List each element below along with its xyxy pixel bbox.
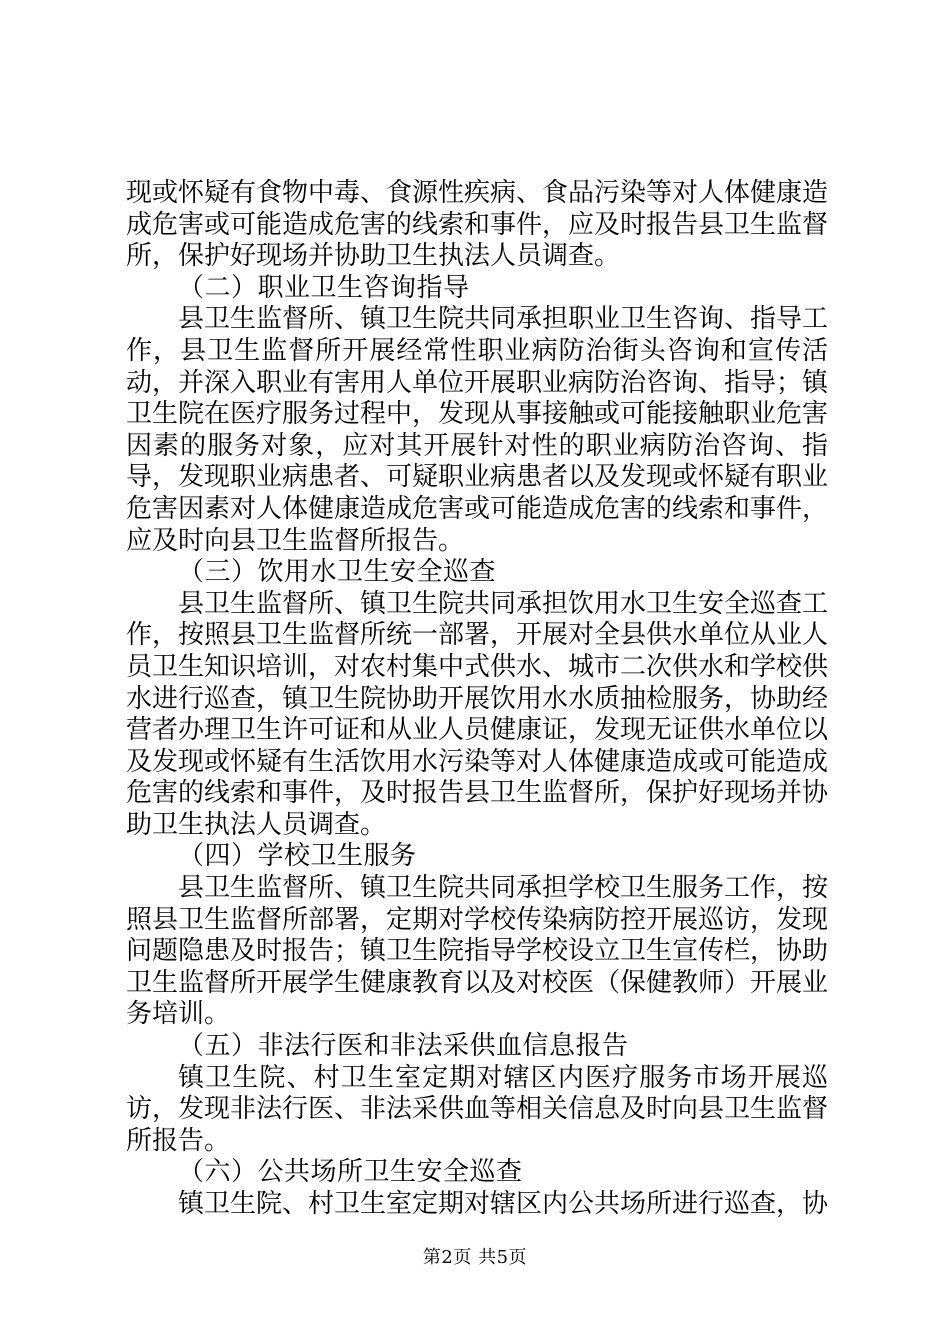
- section-heading: （六）公共场所卫生安全巡查: [178, 1157, 523, 1188]
- paragraph: 镇卫生院、村卫生室定期对辖区内公共场所进行巡查，协: [178, 1189, 829, 1219]
- page-number-label: 第2页 共5页: [422, 1247, 528, 1268]
- paragraph: 镇卫生院、村卫生室定期对辖区内医疗服务市场开展巡访，发现非法行医、非法采供血等相关信息及时向县卫生监督所报告。: [126, 1062, 829, 1156]
- paragraph: 县卫生监督所、镇卫生院共同承担职业卫生咨询、指导工作，县卫生监督所开展经常性职业病防治街头咨询和宣传活动，并深入职业有害用人单位开展职业病防治咨询、指导；镇卫生院在医疗服务过程中，发现从事接触或可能接触职业危害因素的服务对象，应对其开展针对性的职业病防治咨询、指导，发现职业病患者、可疑职业病患者以及发现或怀疑有职业危害因素对人体健康造成危害或可能造成危害的线索和事件，应及时向县卫生监督所报告。: [126, 304, 829, 556]
- section-heading: （四）学校卫生服务: [178, 841, 417, 872]
- page-footer: [0, 1243, 950, 1269]
- paragraph: 县卫生监督所、镇卫生院共同承担学校卫生服务工作，按照县卫生监督所部署，定期对学校传染病防控开展巡访，发现问题隐患及时报告；镇卫生院指导学校设立卫生宣传栏，协助卫生监督所开展学生健康教育以及对校医（保健教师）开展业务培训。: [126, 873, 829, 1030]
- section-heading: （二）职业卫生咨询指导: [178, 272, 470, 303]
- section-heading: （三）饮用水卫生安全巡查: [178, 557, 497, 588]
- paragraph: 现或怀疑有食物中毒、食源性疾病、食品污染等对人体健康造成危害或可能造成危害的线索和事件，应及时报告县卫生监督所，保护好现场并协助卫生执法人员调查。: [126, 178, 829, 272]
- section-heading: （五）非法行医和非法采供血信息报告: [178, 1031, 629, 1062]
- document-body: [126, 178, 828, 1221]
- paragraph: 县卫生监督所、镇卫生院共同承担饮用水卫生安全巡查工作，按照县卫生监督所统一部署，开展对全县供水单位从业人员卫生知识培训，对农村集中式供水、城市二次供水和学校供水进行巡查，镇卫生院协助开展饮用水水质抽检服务，协助经营者办理卫生许可证和从业人员健康证，发现无证供水单位以及发现或怀疑有生活饮用水污染等对人体健康造成或可能造成危害的线索和事件，及时报告县卫生监督所，保护好现场并协助卫生执法人员调查。: [126, 588, 829, 840]
